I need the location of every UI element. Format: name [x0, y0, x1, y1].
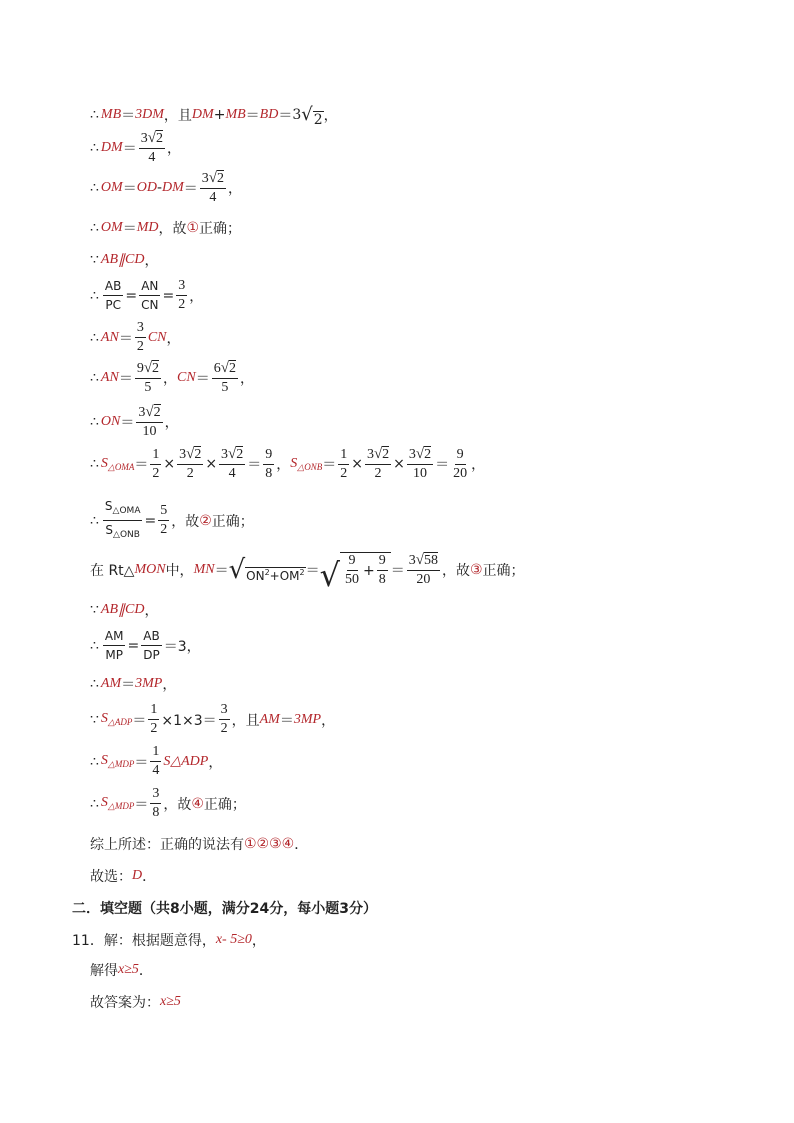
q11-line-2: 解得 x≥5 ． — [90, 962, 153, 979]
solution-line-17: ∴ $S_{\triangle MDP}$ ＝ $\frac{1}{4}$ S△ADP ， — [90, 744, 223, 778]
solution-line-16: ∵ $S_{\triangle ADP}$ ＝ $\frac{1}{2}$ ×1×3＝ $\frac{3}{2}$ ，且 AM ＝ 3MP ， — [90, 702, 336, 736]
solution-line-8: ∴ AN ＝ $\frac{9√2}{5}$ ， CN ＝ $\frac{6√2}{5}$ ， — [90, 360, 254, 395]
solution-line-7: ∴ AN ＝ $\frac{3}{2}$ CN ， — [90, 320, 181, 354]
solution-line-6: ∴ $\frac{AB}{PC}$ = $\frac{AN}{CN}$ = $\frac{3}{2}$ ， — [90, 278, 204, 312]
solution-line-9: ∴ ON ＝ $\frac{3√2}{10}$ ， — [90, 404, 179, 439]
solution-line-11: ∴ $\frac{S_{\triangle OMA}}{S_{\triangle ONB}}$ = $\frac{5}{2}$ ，故 ② 正确； — [90, 499, 254, 540]
solution-line-15: ∴ AM ＝ 3MP ， — [90, 676, 177, 693]
conclusion-line: 综上所述：正确的说法有 ①②③④ ． — [90, 836, 309, 853]
q11-line-3: 故答案为： x≥5 — [90, 994, 181, 1011]
solution-line-18: ∴ $S_{\triangle MDP}$ ＝ $\frac{3}{8}$ ，故 ④ 正确； — [90, 786, 246, 820]
solution-line-3: ∴ OM ＝ OD - DM ＝ $\frac{3√2}{4}$ ， — [90, 170, 243, 205]
solution-line-4: ∴ OM ＝ MD ，故 ① 正确； — [90, 220, 242, 237]
solution-line-10: ∴ $S_{\triangle OMA}$ ＝ $\frac{1}{2}$ × $\frac{3√2}{2}$ × $\frac{3√2}{4}$ ＝ $\frac{9}{8}$ ， $S_{\triangle ONB}$ ＝ $\frac{1}{2}$ × $\frac{3√2}{2}$ × $\frac{3√2}{10}$ ＝ $\frac{9}{20}$ ， — [90, 446, 486, 481]
q11-line-1: 11．解：根据题意得， x - 5≥0 ， — [72, 932, 266, 949]
answer-line: 故选： D ． — [90, 868, 157, 885]
solution-line-5: ∵ AB ∥ CD ， — [90, 252, 159, 269]
solution-line-14: ∴ $\frac{AM}{MP}$ = $\frac{AB}{DP}$ ＝3， — [90, 629, 201, 662]
solution-line-1: ∴ MB ＝ 3DM ，且 DM + MB ＝ BD ＝ 3 √ 2 ， — [90, 104, 338, 128]
solution-line-12: 在 Rt△ MON 中， MN ＝ √ $ON^2+OM^2$ ＝ √ $\frac{9}{50}$ + $\frac{9}{8}$ ＝ $\frac{3√58}{20}$ ，故 ③ 正确； — [90, 552, 525, 594]
section-header: 二．填空题（共8小题，满分24分，每小题3分） — [72, 901, 377, 917]
solution-line-13: ∵ AB ∥ CD ， — [90, 602, 159, 619]
solution-line-2: ∴ DM ＝ $\frac{3√2}{4}$ ， — [90, 130, 181, 165]
